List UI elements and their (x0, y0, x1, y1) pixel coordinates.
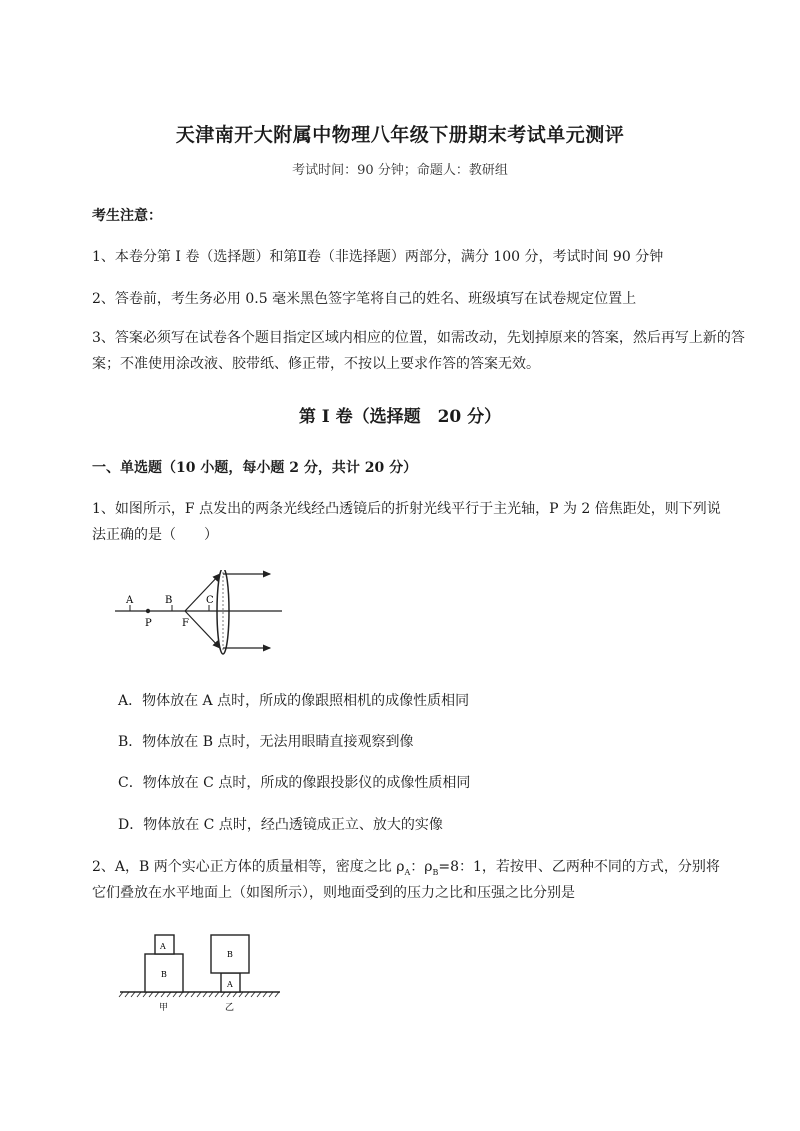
exam-info: 考试时间：90 分钟；命题人：教研组 (292, 163, 508, 178)
label-b: B (165, 595, 173, 606)
question-1-option-c[interactable]: C．物体放在 C 点时，所成的像跟投影仪的成像性质相同 (118, 775, 471, 791)
label-jia-bottom: B (161, 970, 167, 979)
question-1-stem-line2: 法正确的是（ ） (92, 527, 218, 543)
question-2-stem-line2: 它们叠放在水平地面上（如图所示），则地面受到的压力之比和压强之比分别是 (92, 885, 575, 901)
question-1-option-b[interactable]: B．物体放在 B 点时，无法用眼睛直接观察到像 (118, 734, 414, 750)
page-title: 天津南开大附属中物理八年级下册期末考试单元测评 (175, 124, 625, 146)
density-subscript-a: A (404, 867, 411, 877)
caption-jia: 甲 (159, 1003, 169, 1013)
cubes-diagram (115, 928, 285, 1020)
ray-upper-incident (185, 574, 220, 611)
question-2-stem-line1 (92, 856, 720, 877)
question-1-option-d[interactable]: D．物体放在 C 点时，经凸透镜成正立、放大的实像 (118, 817, 443, 833)
point-p-dot (146, 609, 150, 613)
notice-heading: 考生注意： (92, 208, 162, 224)
label-a: A (126, 595, 134, 606)
question-1-option-a[interactable]: A．物体放在 A 点时，所成的像跟照相机的成像性质相同 (118, 693, 470, 709)
stem-part: =8：1，若按甲、乙两种不同的方式，分别将 (438, 859, 720, 875)
notice-item-2: 2、答卷前，考生务必用 0.5 毫米黑色签字笔将自己的姓名、班级填写在试卷规定位置上 (92, 291, 637, 307)
ray-lower-incident (185, 611, 220, 648)
label-yi-top: B (227, 950, 233, 959)
label-jia-top: A (160, 942, 166, 951)
part-heading: 一、单选题（10 小题，每小题 2 分，共计 20 分） (92, 460, 418, 476)
lens-diagram (110, 570, 290, 665)
label-yi-bottom: A (227, 980, 233, 989)
section-title: 第 I 卷（选择题 20 分） (298, 407, 502, 427)
label-p: P (145, 618, 152, 629)
label-f: F (182, 618, 189, 629)
density-subscript-b: B (432, 867, 439, 877)
caption-yi: 乙 (225, 1003, 235, 1013)
notice-item-3: 3、答案必须写在试卷各个题目指定区域内相应的位置，如需改动，先划掉原来的答案，然后再写上新的答案；不准使用涂改液、胶带纸、修正带，不按以上要求作答的答案无效。 (92, 330, 745, 372)
label-c: C (206, 595, 214, 606)
question-1-stem-line1: 1、如图所示，F 点发出的两条光线经凸透镜后的折射光线平行于主光轴，P 为 2 倍焦距处，则下列说 (92, 501, 721, 517)
stem-part: 2、A，B 两个实心正方体的质量相等，密度之比 ρ (92, 859, 405, 875)
notice-item-1: 1、本卷分第 I 卷（选择题）和第Ⅱ卷（非选择题）两部分，满分 100 分，考试时间 90 分钟 (92, 249, 664, 265)
stem-part: ：ρ (410, 859, 433, 875)
